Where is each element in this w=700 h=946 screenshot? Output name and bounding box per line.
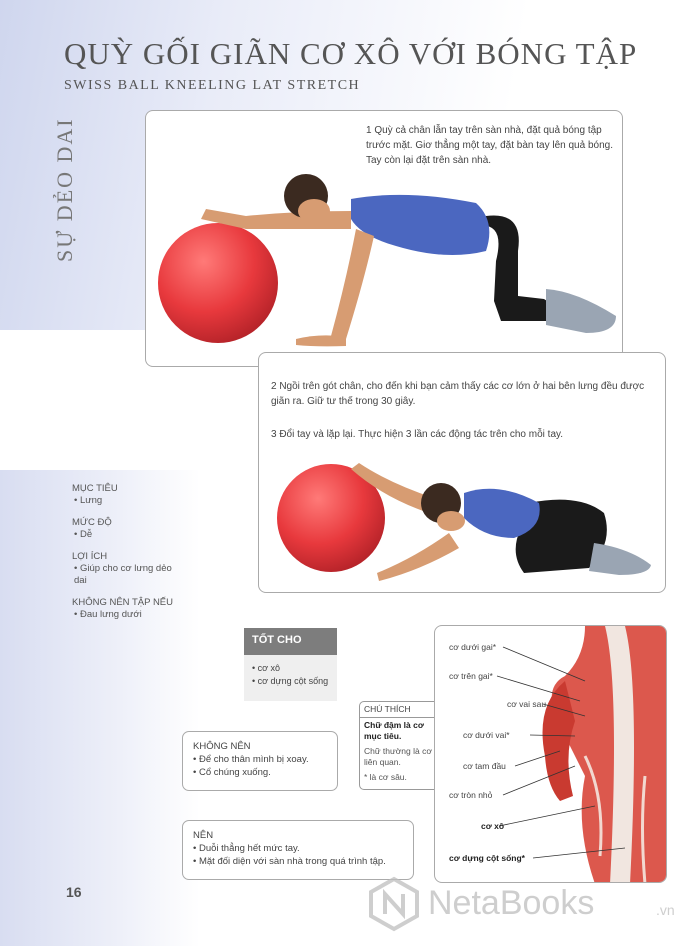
avoid-label: KHÔNG NÊN TẬP NẾU bbox=[72, 597, 174, 608]
legend-note bbox=[359, 701, 439, 790]
step-one-text: 1 Quỳ cả chân lẫn tay trên sàn nhà, đặt quả bóng tập trước mặt. Giơ thẳng một tay, đặt bàn tay lên quả bóng. Tay còn lại đặt trên sàn nhà. bbox=[366, 125, 613, 166]
label-latissimus: cơ xô bbox=[481, 821, 505, 831]
back-muscles-illustration bbox=[435, 626, 667, 883]
label-infraspinatus: cơ dưới gai* bbox=[449, 642, 497, 652]
benefit-value: • Giúp cho cơ lưng dẻo dai bbox=[74, 563, 172, 586]
legend-deep: * là cơ sâu. bbox=[364, 772, 407, 782]
dont-title: KHÔNG NÊN bbox=[193, 741, 251, 752]
watermark-text: NetaBooks bbox=[428, 884, 595, 922]
good-for-item: • cơ xô bbox=[252, 663, 281, 673]
do-title: NÊN bbox=[193, 830, 214, 841]
child-pose-illustration bbox=[259, 353, 667, 594]
avoid-value: • Đau lưng dưới bbox=[74, 609, 142, 620]
good-for-title: TỐT CHO bbox=[244, 628, 337, 655]
page-subtitle: SWISS BALL KNEELING LAT STRETCH bbox=[64, 78, 361, 93]
legend-title: CHÚ THÍCH bbox=[360, 702, 438, 718]
shirt bbox=[464, 489, 540, 538]
good-for-list bbox=[244, 655, 337, 701]
torso-muscles bbox=[552, 626, 667, 883]
arm-floor bbox=[331, 229, 374, 339]
target-label: MỤC TIÊU bbox=[72, 483, 118, 494]
arm-floor bbox=[377, 533, 459, 581]
target-value: • Lưng bbox=[74, 495, 103, 506]
shoe bbox=[546, 289, 616, 333]
do-item: • Mặt đối diện với sàn nhà trong quá trình tập. bbox=[193, 856, 386, 867]
exercise-ball bbox=[158, 223, 278, 343]
level-label: MỨC ĐỘ bbox=[72, 517, 112, 528]
label-posterior-deltoid: cơ vai sau bbox=[507, 699, 547, 709]
netabooks-logo-icon bbox=[366, 876, 422, 932]
benefit-label: LỢI ÍCH bbox=[72, 551, 108, 562]
page-title: QUỲ GỐI GIÃN CƠ XÔ VỚI BÓNG TẬP bbox=[64, 36, 638, 71]
kneeling-pose-illustration bbox=[146, 111, 624, 368]
legend-bold: Chữ đậm là cơ mục tiêu. bbox=[364, 720, 424, 741]
good-for-item: • cơ dựng cột sống bbox=[252, 676, 329, 686]
step-two-text: 2 Ngồi trên gót chân, cho đến khi bạn cảm thấy các cơ lớn ở hai bên lưng đều được giãn ra. Giữ tư thế trong 30 giây. bbox=[271, 381, 645, 407]
do-item: • Duỗi thẳng hết mức tay. bbox=[193, 843, 300, 854]
dont-item: • Cổ chúng xuống. bbox=[193, 767, 271, 778]
legend-normal: Chữ thường là cơ liên quan. bbox=[364, 746, 432, 767]
dont-item: • Để cho thân mình bị xoay. bbox=[193, 754, 309, 765]
anatomy-panel bbox=[434, 625, 667, 883]
shoe bbox=[589, 543, 651, 575]
label-teres-minor: cơ tròn nhỏ bbox=[449, 790, 493, 800]
step-one-panel bbox=[145, 110, 623, 367]
do-box bbox=[182, 820, 414, 880]
step-three-text: 3 Đổi tay và lặp lại. Thực hiện 3 lần các động tác trên cho mỗi tay. bbox=[271, 429, 564, 440]
label-subscapularis: cơ dưới vai* bbox=[463, 730, 510, 740]
exercise-info bbox=[72, 483, 182, 621]
step-two-panel bbox=[258, 352, 666, 593]
watermark-suffix: .vn bbox=[656, 902, 675, 918]
label-supraspinatus: cơ trên gai* bbox=[449, 671, 493, 681]
label-triceps: cơ tam đầu bbox=[463, 761, 506, 771]
good-for-box bbox=[244, 628, 337, 701]
label-erector-spinae: cơ dựng cột sống* bbox=[449, 853, 525, 863]
level-value: • Dễ bbox=[74, 529, 93, 540]
page-number: 16 bbox=[66, 884, 82, 900]
dont-box bbox=[182, 731, 338, 791]
section-label: SỰ DẺO DAI bbox=[52, 117, 77, 262]
watermark bbox=[366, 874, 686, 934]
shirt bbox=[351, 195, 489, 255]
